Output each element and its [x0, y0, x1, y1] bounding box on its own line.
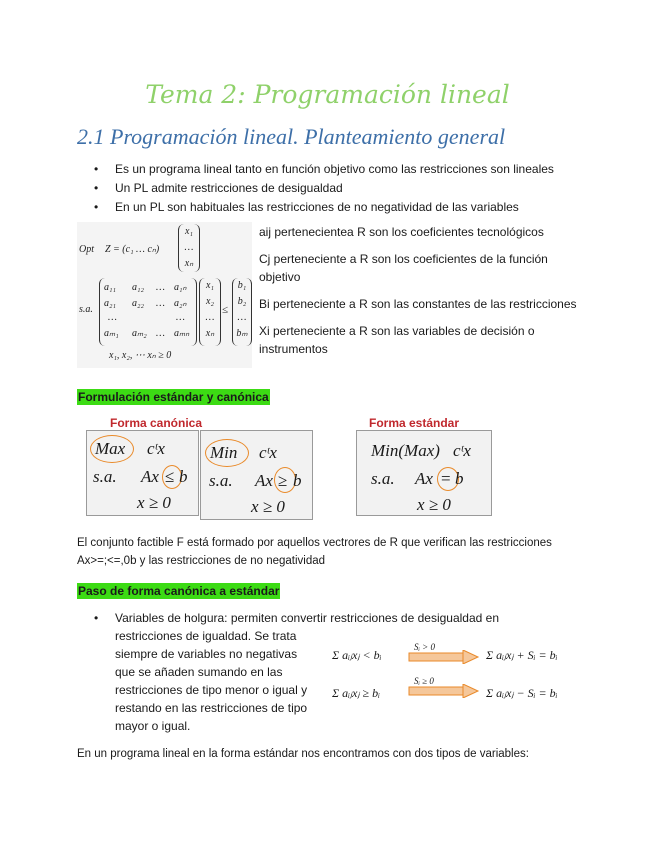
opt-label: Opt [79, 244, 94, 255]
nonneg-constraint: x₁, x₂, ⋯ xₙ ≥ 0 [109, 350, 172, 361]
equality-minus: Σ aᵢⱼxⱼ − Sᵢ = bᵢ [486, 686, 558, 700]
definition-item: aij pertenecientea R son los coeficientes tecnológicos [259, 225, 544, 239]
canonical-max-box: Max cᵗx s.a. Ax ≤ b x ≥ 0 [86, 430, 199, 516]
relation-symbol: ≤ [222, 304, 229, 316]
bullet-item: • En un PL son habituales las restricciones de no negatividad de las variables [77, 198, 554, 217]
x-vector-2: x₁ x₂ … xₙ [199, 278, 221, 346]
standard-form-box: Min(Max) cᵗx s.a. Ax = b x ≥ 0 [356, 430, 492, 516]
arrow-right-icon [408, 650, 480, 664]
definition-item: Cj perteneciente a R son los coeficientes de la función objetivo [259, 252, 548, 284]
highlighted-heading: Paso de forma canónica a estándar [78, 584, 280, 598]
inequality-ge: Σ aᵢⱼxⱼ ≥ bᵢ [332, 686, 381, 700]
equality-plus: Σ aᵢⱼxⱼ + Sᵢ = bᵢ [486, 648, 558, 662]
section-heading: 2.1 Programación lineal. Planteamiento general [77, 124, 506, 149]
holgura-bullet: • Variables de holgura: permiten convertir restricciones de desigualdad en restricciones de igualdad. Se trata siempre de variables no negativas que se añaden sumando en las restricciones de tipo menor o igual y restando en las restricciones de tipo mayor o igual. [94, 611, 499, 733]
bullet-item: • Un PL admite restricciones de desigualdad [77, 179, 554, 198]
definition-item: Xi perteneciente a R son las variables de decisión o instrumentos [259, 324, 535, 356]
lp-model-image [77, 222, 252, 368]
canonica-label: Forma canónica [110, 416, 203, 430]
definition-item: Bi perteneciente a R son las constantes de las restricciones [259, 297, 577, 311]
conversion-image: Σ aᵢⱼxⱼ < bᵢ Sᵢ > 0 Σ aᵢⱼxⱼ + Sᵢ = bᵢ Σ aᵢⱼxⱼ ≥ bᵢ Sᵢ ≥ 0 Σ aᵢⱼxⱼ − Sᵢ = bᵢ [332, 642, 558, 700]
x-vector: x₁ … xₙ [178, 224, 200, 272]
definitions [259, 223, 579, 367]
bullet-item: • Es un programa lineal tanto en función objetivo como las restricciones son lineales [77, 160, 554, 179]
estandar-label: Forma estándar [369, 416, 460, 430]
objective-eq: Z = (c₁ … cₙ) [105, 244, 160, 255]
sa-label: s.a. [79, 304, 93, 315]
b-vector: b₁ b₂ … bₘ [232, 278, 252, 346]
paragraph-feasible-set: El conjunto factible F está formado por aquellos vectrores de R que verifican las restricciones Ax>=;<=,0b y las restricciones de no negatividad [77, 537, 552, 567]
highlighted-heading: Formulación estándar y canónica [78, 390, 269, 404]
arrow-right-icon [408, 684, 480, 698]
canonical-min-box: Min cᵗx s.a. Ax ≥ b x ≥ 0 [200, 430, 313, 520]
inequality-le: Σ aᵢⱼxⱼ < bᵢ [332, 648, 382, 662]
paragraph-standard-vars: En un programa lineal en la forma estándar nos encontramos con dos tipos de variables: [77, 748, 529, 760]
page-title: Tema 2: Programación lineal [145, 80, 510, 109]
matrix-a: a₁₁ a₁₂ … a₁ₙ a₂₁ a₂₂ … a₂ₙ … … aₘ₁ aₘ₂ … aₘₙ [99, 278, 197, 346]
bullet-list [77, 160, 554, 217]
